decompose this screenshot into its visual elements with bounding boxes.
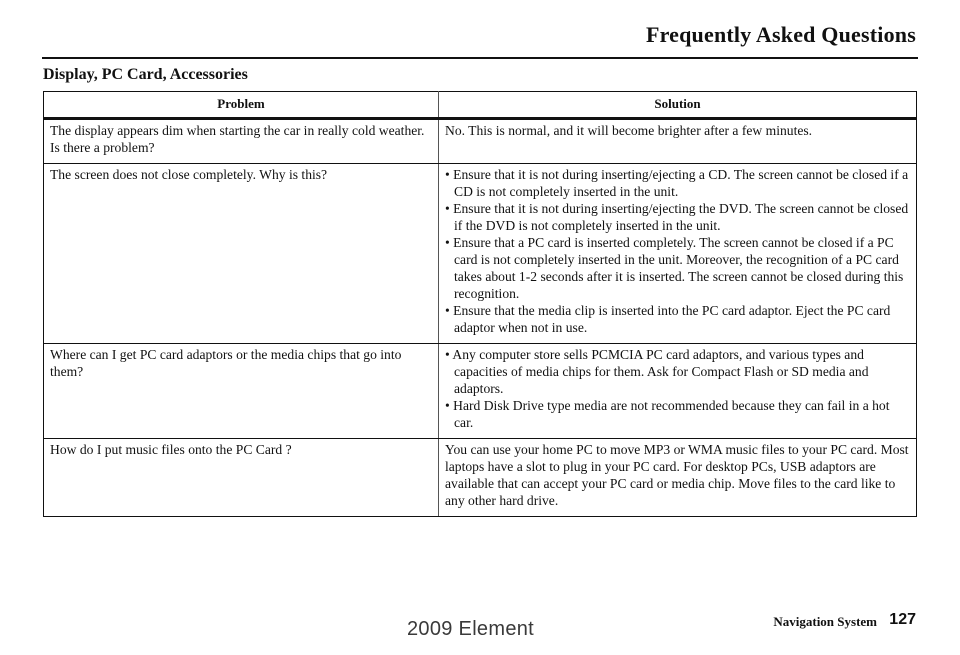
header-divider — [42, 57, 918, 59]
solution-cell — [439, 119, 917, 164]
table-header-row — [44, 92, 917, 119]
column-header-problem: Problem — [44, 92, 439, 119]
faq-table — [43, 91, 917, 517]
solution-bullet: • Any computer store sells PCMCIA PC card adaptors, and various types and capacities of media chips for them. Ask for Compact Flash or SD media and adaptors. — [445, 347, 869, 396]
solution-bullet: • Ensure that it is not during inserting/ejecting a CD. The screen cannot be closed if a CD is not completely inserted in the unit. — [445, 167, 909, 199]
solution-bullet: • Hard Disk Drive type media are not recommended because they can fail in a hot car. — [445, 398, 890, 430]
solution-bullet: • Ensure that it is not during inserting/ejecting the DVD. The screen cannot be closed if the DVD is not completely inserted in the unit. — [445, 201, 909, 233]
page-header-title: Frequently Asked Questions — [645, 22, 916, 47]
solution-bullet: • Ensure that the media clip is inserted into the PC card adaptor. Eject the PC card adaptor when not in use. — [445, 303, 891, 335]
solution-cell — [439, 164, 917, 344]
solution-text: No. This is normal, and it will become brighter after a few minutes. — [445, 123, 813, 138]
solution-text: You can use your home PC to move MP3 or WMA music files to your PC card. Most laptops have a slot to plug in your PC card. For desktop PCs, USB adaptors are available that can accept your PC card or media chip. Move files to the card like to any other hard drive. — [445, 442, 909, 508]
section-title: Display, PC Card, Accessories — [43, 66, 248, 83]
table-row — [44, 164, 917, 344]
solution-bullet: • Ensure that a PC card is inserted completely. The screen cannot be closed if a PC card is not completely inserted in the unit. Moreover, the recognition of a PC card takes about 1-2 seconds after it is inserted. The screen cannot be closed during this recognition. — [445, 235, 904, 301]
table-row — [44, 344, 917, 439]
problem-cell: The display appears dim when starting the car in really cold weather. Is there a problem? — [44, 119, 439, 164]
footer-label: Navigation System — [773, 614, 877, 629]
solution-cell — [439, 344, 917, 439]
table-row — [44, 119, 917, 164]
problem-cell: Where can I get PC card adaptors or the media chips that go into them? — [44, 344, 439, 439]
problem-cell: The screen does not close completely. Why is this? — [44, 164, 439, 344]
column-header-solution: Solution — [439, 92, 917, 119]
watermark-text: 2009 Element — [407, 618, 535, 640]
solution-cell — [439, 439, 917, 517]
table-row — [44, 439, 917, 517]
page-number: 127 — [889, 611, 916, 628]
problem-cell: How do I put music files onto the PC Card ? — [44, 439, 439, 517]
